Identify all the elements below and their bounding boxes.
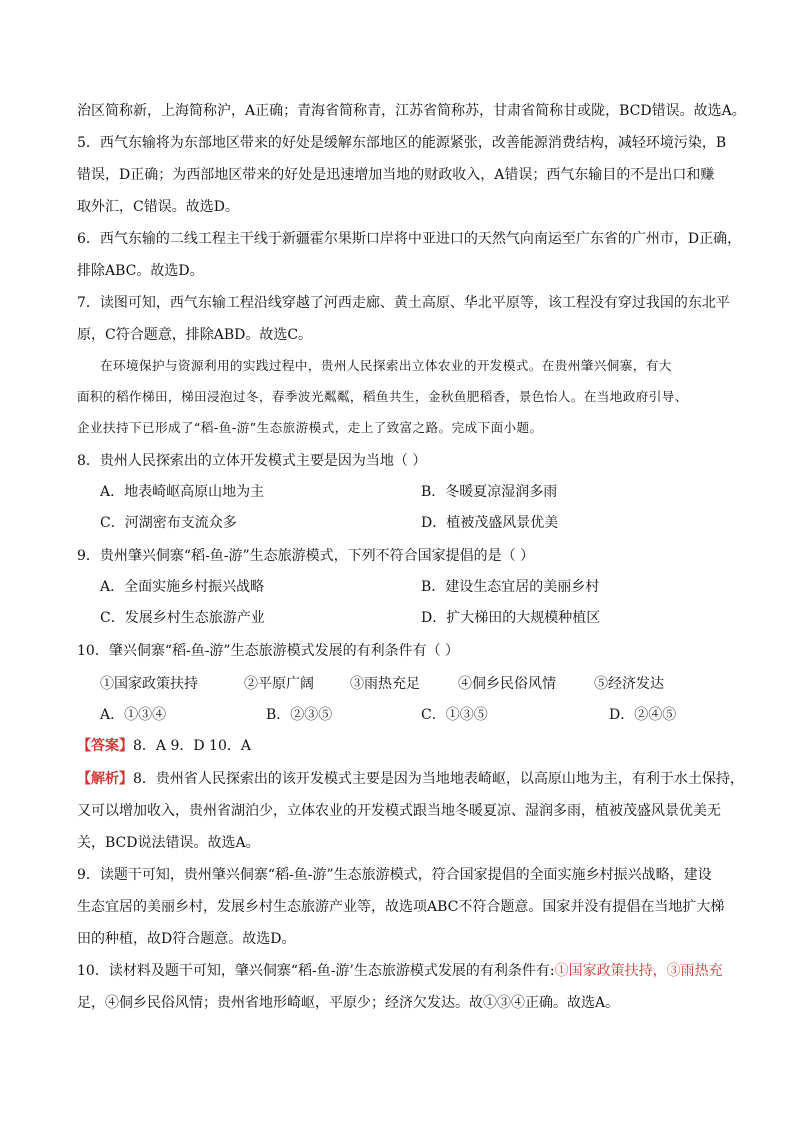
q10-option-a: A．①③④ — [100, 707, 167, 723]
question-10-stem: 10．肇兴侗寨“稻-鱼-游”生态旅游模式发展的有利条件有（ ） — [77, 643, 460, 659]
question-9-stem: 9．贵州肇兴侗寨“稻-鱼-游”生态旅游模式，下列不符合国家提倡的是（ ） — [77, 548, 535, 564]
text-line: 7．读图可知，西气东输工程沿线穿越了河西走廊、黄土高原、华北平原等，该工程没有穿过我国的东北平 — [77, 295, 730, 311]
q8-option-b: B．冬暖夏凉湿润多雨 — [421, 484, 558, 500]
q10-item-2: ②平原广阔 — [244, 676, 314, 692]
analysis-line: 关，BCD说法错误。故选A。 — [77, 835, 260, 851]
analysis-highlight: ①国家政策扶持，③雨热充 — [554, 963, 723, 979]
text-line: 原，C符合题意，排除ABD。故选C。 — [77, 327, 313, 343]
material-paragraph: 面积的稻作梯田，梯田浸泡过冬，春季波光粼粼，稻鱼共生，金秋鱼肥稻香，景色怡人。在当地政府引导、 — [77, 389, 688, 404]
analysis-line — [77, 961, 723, 981]
analysis-line: 足，④侗乡民俗风情；贵州省地形崎岖，平原少；经济欠发达。故①③④正确。故选A。 — [77, 995, 620, 1011]
q8-option-d: D．植被茂盛风景优美 — [421, 515, 559, 531]
analysis-line — [77, 769, 744, 789]
text-line: 错误，D正确；为西部地区带来的好处是迅速增加当地的财政收入，A错误；西气东输目的不是出口和赚 — [77, 167, 715, 183]
q10-option-b: B．②③⑤ — [266, 707, 333, 723]
q9-option-c: C．发展乡村生态旅游产业 — [100, 610, 265, 626]
answer-line — [77, 736, 251, 756]
text-line: 排除ABC。故选D。 — [77, 263, 204, 279]
q9-option-b: B．建设生态宜居的美丽乡村 — [421, 579, 600, 595]
material-paragraph: 在环境保护与资源利用的实践过程中，贵州人民探索出立体农业的开发模式。在贵州肇兴侗寨，有大 — [100, 358, 672, 373]
text-line: 6．西气东输的二线工程主干线于新疆霍尔果斯口岸将中亚进口的天然气向南运至广东省的广州市，D正确， — [77, 231, 742, 247]
q9-option-a: A．全面实施乡村振兴战略 — [100, 579, 265, 595]
q10-item-4: ④侗乡民俗风情 — [458, 676, 556, 692]
text-line: 治区简称新，上海简称沪，A正确；青海省简称青，江苏省简称苏，甘肃省简称甘或陇，BCD错误。故选A。 — [77, 103, 746, 119]
q9-option-d: D．扩大梯田的大规模种植区 — [421, 610, 601, 626]
text-line: 取外汇，C错误。故选D。 — [77, 199, 239, 215]
analysis-tag: 【解析】 — [77, 771, 133, 787]
q10-item-1: ①国家政策扶持 — [100, 676, 198, 692]
analysis-line: 田的种植，故D符合题意。故选D。 — [77, 931, 296, 947]
material-paragraph: 企业扶持下已形成了“稻-鱼-游”生态旅游模式，走上了致富之路。完成下面小题。 — [77, 420, 543, 435]
analysis-text: 10．读材料及题干可知，肇兴侗寨“稻-鱼-游’生态旅游模式发展的有利条件有: — [77, 963, 555, 979]
q10-item-5: ⑤经济发达 — [594, 676, 664, 692]
question-8-stem: 8．贵州人民探索出的立体开发模式主要是因为当地（ ） — [77, 453, 427, 469]
analysis-line: 又可以增加收入，贵州省湖泊少，立体农业的开发模式跟当地冬暖夏凉、湿润多雨，植被茂盛风景优美无 — [77, 803, 721, 819]
q10-item-3: ③雨热充足 — [350, 676, 420, 692]
analysis-text: 8．贵州省人民探索出的该开发模式主要是因为当地地表崎岖，以高原山地为主，有利于水土保持， — [133, 771, 744, 787]
q10-option-d: D．②④⑤ — [609, 707, 677, 723]
q8-option-c: C．河湖密布支流众多 — [100, 515, 237, 531]
text-line: 5．西气东输将为东部地区带来的好处是缓解东部地区的能源紧张，改善能源消费结构，减轻环境污染，B — [77, 135, 727, 151]
answer-text: 8．A 9．D 10．A — [133, 738, 251, 754]
answer-tag: 【答案】 — [77, 738, 133, 754]
analysis-line: 9．读题干可知，贵州肇兴侗寨“稻-鱼-游”生态旅游模式，符合国家提倡的全面实施乡村振兴战略，建设 — [77, 867, 712, 883]
q10-option-c: C．①③⑤ — [421, 707, 488, 723]
q8-option-a: A．地表崎岖高原山地为主 — [100, 484, 265, 500]
analysis-line: 生态宜居的美丽乡村，发展乡村生态旅游产业等，故选项ABC不符合题意。国家并没有提倡在当地扩大梯 — [77, 899, 725, 915]
